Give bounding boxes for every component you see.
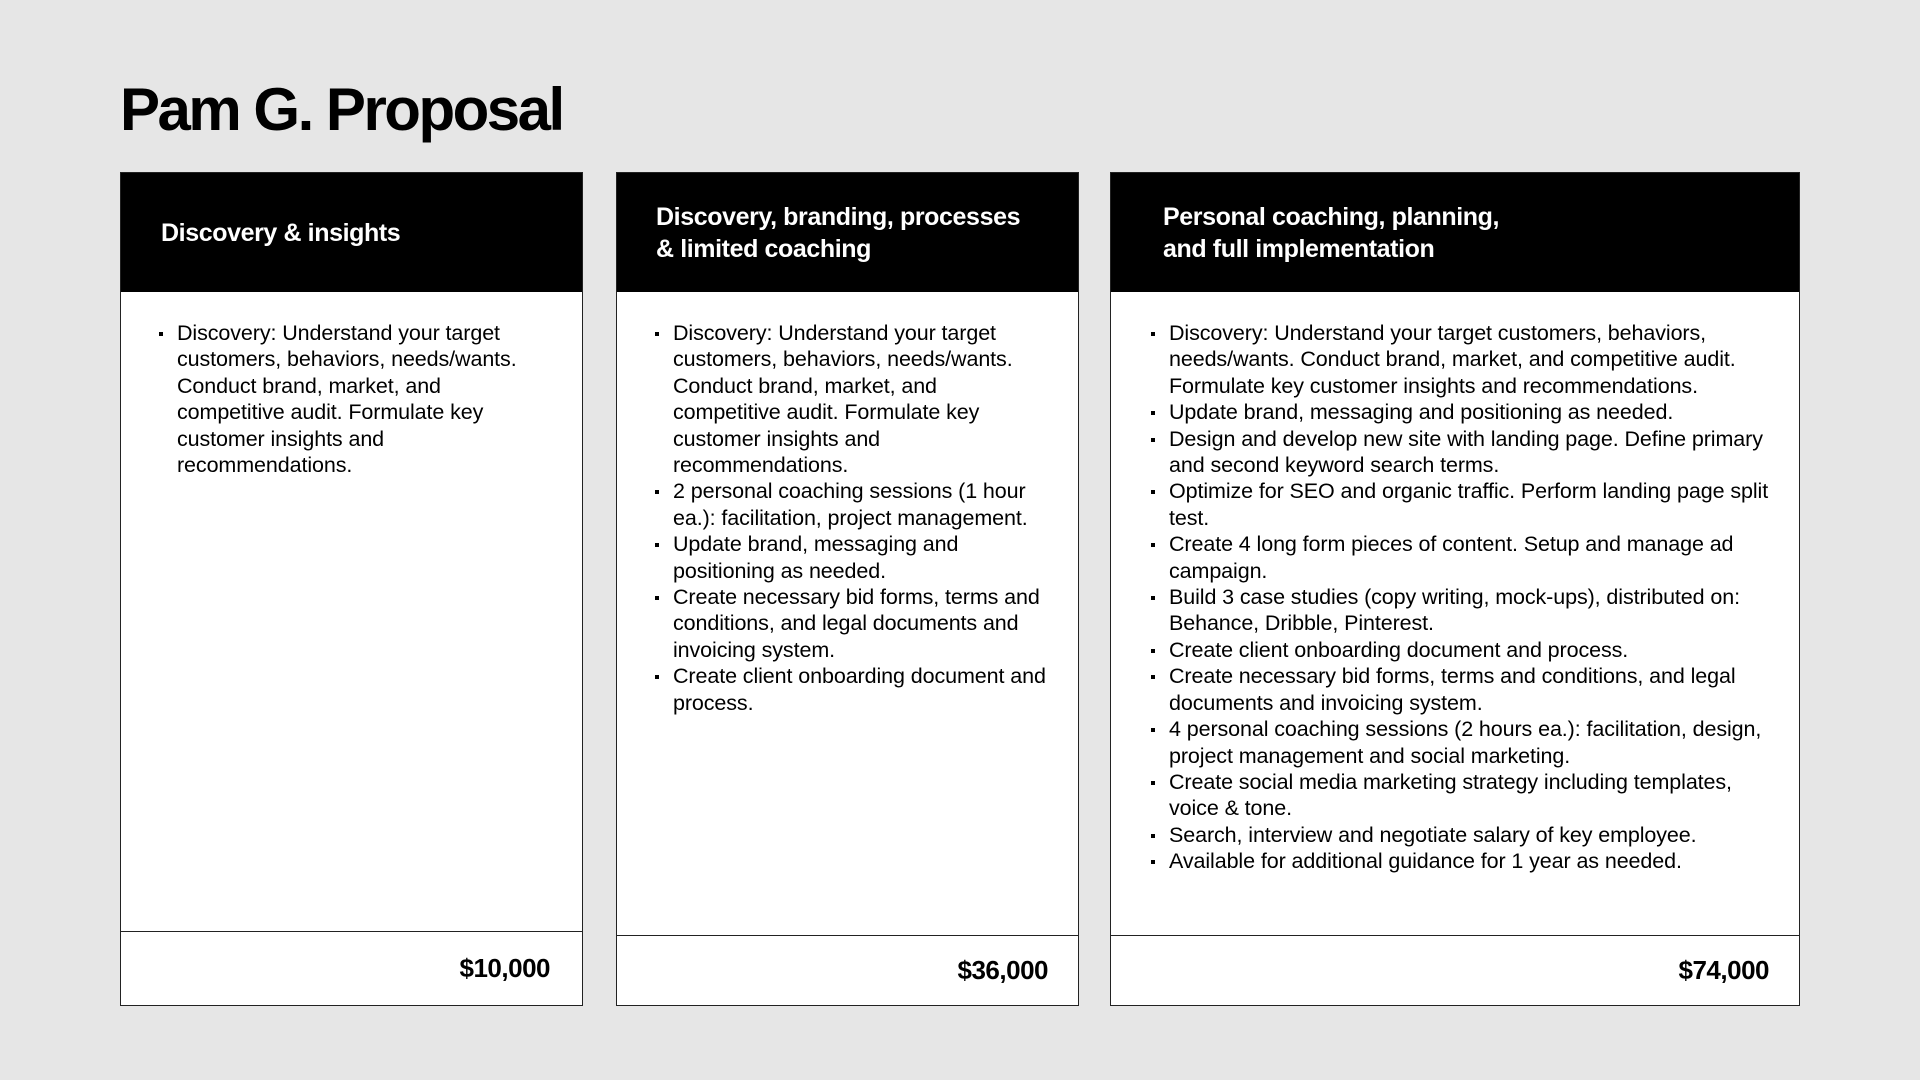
feature-item: 4 personal coaching sessions (2 hours ea.): facilitation, design, project management and social marketing. bbox=[1149, 716, 1769, 769]
package-title: Discovery, branding, processes & limited coaching bbox=[656, 202, 1021, 263]
feature-item: Create client onboarding document and process. bbox=[653, 663, 1048, 716]
package-price: $74,000 bbox=[1678, 955, 1769, 985]
package-card-discovery bbox=[120, 172, 583, 1006]
feature-item: Update brand, messaging and positioning as needed. bbox=[1149, 399, 1769, 425]
package-header bbox=[121, 173, 582, 292]
feature-item: Create client onboarding document and process. bbox=[1149, 637, 1769, 663]
feature-item: Build 3 case studies (copy writing, mock-ups), distributed on: Behance, Dribble, Pinterest. bbox=[1149, 584, 1769, 637]
feature-item: Available for additional guidance for 1 year as needed. bbox=[1149, 848, 1769, 874]
feature-list bbox=[1149, 320, 1769, 875]
feature-item: Discovery: Understand your target customers, behaviors, needs/wants. Conduct brand, market, and competitive audit. Formulate key customer insights and recommendations. bbox=[653, 320, 1048, 478]
package-body bbox=[121, 292, 582, 931]
package-price: $36,000 bbox=[957, 955, 1048, 985]
package-card-branding bbox=[616, 172, 1079, 1006]
package-footer bbox=[617, 935, 1078, 1005]
feature-item: Search, interview and negotiate salary of key employee. bbox=[1149, 822, 1769, 848]
package-title: Discovery & insights bbox=[161, 218, 401, 247]
feature-item: Create social media marketing strategy including templates, voice & tone. bbox=[1149, 769, 1769, 822]
feature-item: Create necessary bid forms, terms and conditions, and legal documents and invoicing system. bbox=[1149, 663, 1769, 716]
package-body bbox=[1111, 292, 1799, 935]
feature-list bbox=[653, 320, 1048, 716]
package-header bbox=[617, 173, 1078, 292]
feature-item: Update brand, messaging and positioning as needed. bbox=[653, 531, 1048, 584]
feature-item: 2 personal coaching sessions (1 hour ea.): facilitation, project management. bbox=[653, 478, 1048, 531]
page-title: Pam G. Proposal bbox=[120, 76, 563, 143]
package-footer bbox=[1111, 935, 1799, 1005]
feature-item: Discovery: Understand your target customers, behaviors, needs/wants. Conduct brand, market, and competitive audit. Formulate key customer insights and recommendations. bbox=[157, 320, 552, 478]
package-header bbox=[1111, 173, 1799, 292]
package-price: $10,000 bbox=[459, 953, 550, 983]
feature-item: Discovery: Understand your target customers, behaviors, needs/wants. Conduct brand, market, and competitive audit. Formulate key customer insights and recommendations. bbox=[1149, 320, 1769, 399]
package-title: Personal coaching, planning, and full implementation bbox=[1163, 202, 1500, 263]
package-body bbox=[617, 292, 1078, 935]
feature-item: Create 4 long form pieces of content. Setup and manage ad campaign. bbox=[1149, 531, 1769, 584]
feature-item: Design and develop new site with landing page. Define primary and second keyword search terms. bbox=[1149, 426, 1769, 479]
package-card-full-implementation bbox=[1110, 172, 1800, 1006]
feature-item: Create necessary bid forms, terms and conditions, and legal documents and invoicing system. bbox=[653, 584, 1048, 663]
feature-item: Optimize for SEO and organic traffic. Perform landing page split test. bbox=[1149, 478, 1769, 531]
feature-list bbox=[157, 320, 552, 478]
package-footer bbox=[121, 931, 582, 1005]
